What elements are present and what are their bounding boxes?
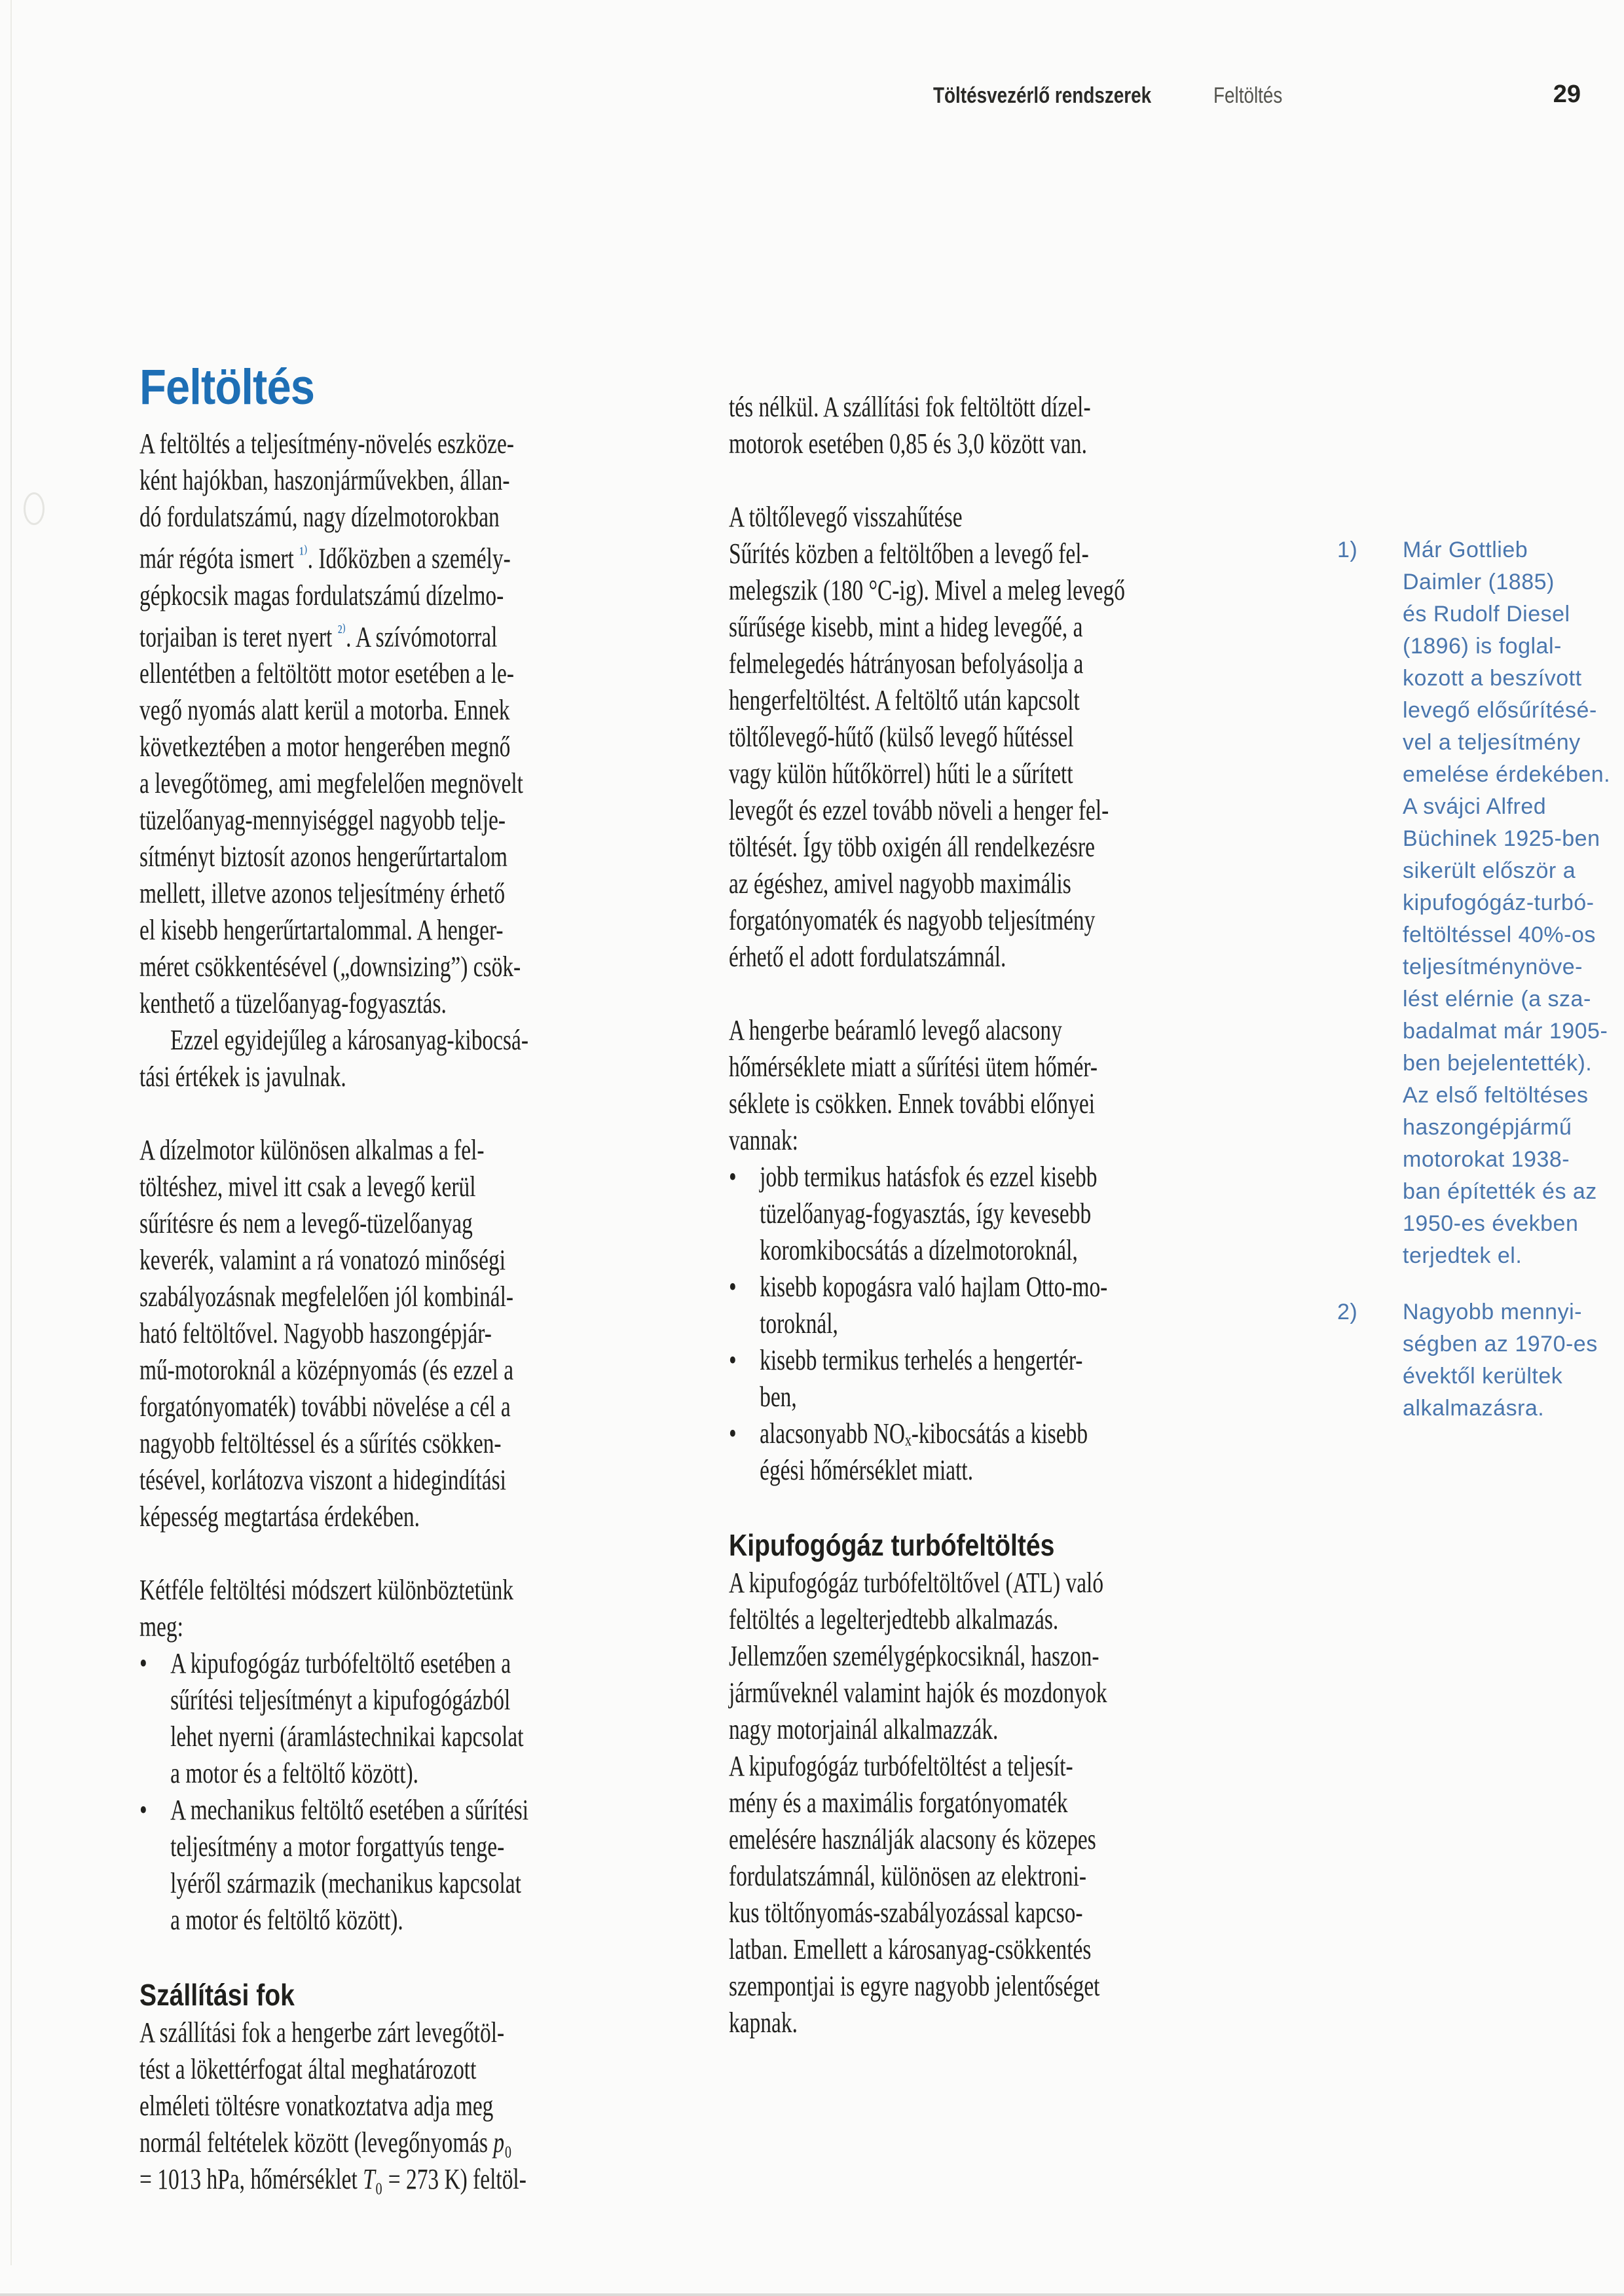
footnote-number: 1) <box>1337 538 1358 562</box>
text-line: szabályozásnak megfelelően jól kombinál- <box>139 1281 514 1313</box>
paragraph-gap <box>729 462 1203 499</box>
text-line: kenthető a tüzelőanyag-fogyasztás. <box>139 987 447 1020</box>
section-heading: Szállítási fok <box>139 1978 295 2013</box>
text-line: • A kipufogógáz turbófeltöltő esetében a <box>139 1645 500 1682</box>
text-line: kus töltőnyomás-szabályozással kapcso- <box>729 1897 1083 1929</box>
text-line: lyéről származik (mechanikus kapcsolat <box>170 1867 521 1900</box>
text-line: következtében a motor hengerében megnő <box>139 731 511 763</box>
text-line: felmelegedés hátrányosan befolyásolja a <box>729 647 1084 680</box>
scan-bottom-edge <box>0 2293 1624 2296</box>
text-line: kapnak. <box>729 2007 798 2039</box>
text-line: A feltöltés a teljesítmény-növelés eszköze- <box>139 428 514 460</box>
text-line: levegőt és ezzel tovább növeli a henger fel- <box>729 794 1109 826</box>
text-line: torjaiban is teret nyert $^{^{2)}}$. A szívómotorral <box>139 621 498 653</box>
text-line: az égéshez, amivel nagyobb maximális <box>729 867 1071 900</box>
text-line: Ezzel egyidejűleg a károsanyag-kibocsá- <box>170 1024 528 1057</box>
text-line: toroknál, <box>760 1307 838 1339</box>
column-left <box>139 426 614 2198</box>
text-line: • jobb termikus hatásfok és ezzel kisebb <box>729 1159 1089 1195</box>
text-line: vegő nyomás alatt kerül a motorba. Ennek <box>139 694 510 727</box>
footnote-reference: ²⁾ <box>337 621 346 643</box>
footnote-line: kipufogógáz-turbó- <box>1403 890 1595 915</box>
footnote-line: badalmat már 1905- <box>1403 1019 1608 1044</box>
text-line: Jellemzően személygépkocsiknál, haszon- <box>729 1640 1099 1672</box>
footnote-line: feltöltéssel 40%-os <box>1403 922 1596 947</box>
scan-smudge-artifact <box>24 492 45 525</box>
footnote-line: Már Gottlieb <box>1403 538 1528 562</box>
text-line: nagyobb feltöltéssel és a sűrítés csökken- <box>139 1427 502 1460</box>
footnote-1 <box>1337 534 1619 1272</box>
text-line: a motor és feltöltő között). <box>170 1904 403 1937</box>
footnote-line: Nagyobb mennyi- <box>1403 1300 1582 1324</box>
footnote-line: ségben az 1970-es <box>1403 1332 1598 1357</box>
text-line: mény és a maximális forgatónyomaték <box>729 1787 1068 1819</box>
text-line: mellett, illetve azonos teljesítmény érhető <box>139 877 506 910</box>
text-line: égési hőmérséklet miatt. <box>760 1454 974 1486</box>
bullet-marker: • <box>729 1344 737 1376</box>
footnote-line: terjedtek el. <box>1403 1243 1522 1268</box>
footnote-line: alkalmazásra. <box>1403 1396 1545 1421</box>
text-line: töltéshez, mivel itt csak a levegő kerül <box>139 1171 476 1203</box>
text-line: a motor és a feltöltő között). <box>170 1757 419 1790</box>
text-line: töltését. Így több oxigén áll rendelkezésre <box>729 831 1096 863</box>
footnote-line: ban építették és az <box>1403 1179 1597 1204</box>
scan-edge-artifact <box>10 0 12 2265</box>
bullet-marker: • <box>139 1647 147 1680</box>
footnote-line: kozott a beszívott <box>1403 666 1582 691</box>
text-line: latban. Emellett a károsanyag-csökkentés <box>729 1933 1092 1965</box>
text-line: tés nélkül. A szállítási fok feltöltött dízel- <box>729 391 1091 423</box>
text-line: szempontjai is egyre nagyobb jelentőséget <box>729 1970 1100 2002</box>
text-line: forgatónyomaték) további növelése a cél a <box>139 1391 511 1423</box>
text-line: • A mechanikus feltöltő esetében a sűrítési <box>139 1792 500 1829</box>
footnote-line: lést elérnie (a sza- <box>1403 987 1591 1011</box>
paragraph-gap <box>139 1535 614 1572</box>
text-line: tésével, korlátozva viszont a hidegindítási <box>139 1464 506 1497</box>
text-line: A kipufogógáz turbófeltöltővel (ATL) való <box>729 1567 1104 1599</box>
text-line: sűrítésre és nem a levegő-tüzelőanyag <box>139 1207 473 1240</box>
footnote-line: (1896) is foglal- <box>1403 634 1562 659</box>
section-heading: Kipufogógáz turbófeltöltés <box>729 1528 1055 1562</box>
text-line: teljesítmény a motor forgattyús tenge- <box>170 1831 505 1863</box>
text-line: vagy külön hűtőkörrel) hűti le a sűrített <box>729 757 1073 790</box>
text-line: töltőlevegő-hűtő (külső levegő hűtéssel <box>729 721 1074 753</box>
footnote-line: Daimler (1885) <box>1403 570 1555 594</box>
text-line: feltöltés a legelterjedtebb alkalmazás. <box>729 1603 1059 1635</box>
text-line: emelésére használják alacsony és közepes <box>729 1823 1096 1855</box>
header-chapter-title: Feltöltés <box>1213 83 1283 108</box>
text-line: meg: <box>139 1611 183 1643</box>
text-line: hengerfeltöltést. A feltöltő után kapcsolt <box>729 684 1080 716</box>
text-line: elméleti töltésre vonatkoztatva adja meg <box>139 2090 494 2123</box>
footnote-line: A svájci Alfred <box>1403 794 1547 819</box>
article-title: Feltöltés <box>139 359 315 415</box>
text-line: ben, <box>760 1381 797 1413</box>
footnote-line: vel a teljesítmény <box>1403 730 1581 755</box>
text-line: sűrítési teljesítményt a kipufogógázból <box>170 1684 511 1717</box>
bullet-marker: • <box>139 1794 147 1827</box>
text-line: gépkocsik magas fordulatszámú dízelmo- <box>139 579 504 611</box>
footnote-reference: ¹⁾ <box>299 543 308 564</box>
text-line: mű-motoroknál a középnyomás (és ezzel a <box>139 1354 514 1387</box>
text-line: el kisebb hengerűrtartalommal. A henger- <box>139 914 504 947</box>
footnote-line: haszongépjármű <box>1403 1115 1572 1140</box>
text-line: koromkibocsátás a dízelmotoroknál, <box>760 1234 1078 1266</box>
footnote-line: évektől kerültek <box>1403 1364 1563 1389</box>
text-line: tést a lökettérfogat által meghatározott <box>139 2053 477 2086</box>
paragraph-gap <box>729 1489 1203 1525</box>
text-line: sűrűsége kisebb, mint a hideg levegőé, a <box>729 611 1083 643</box>
text-line: séklete is csökken. Ennek további előnyei <box>729 1087 1096 1120</box>
text-line: vannak: <box>729 1124 798 1156</box>
text-line: = 1013 hPa, hőmérséklet T₀ = 273 K) feltöl- <box>139 2163 526 2196</box>
text-line: fordulatszámnál, különösen az elektroni- <box>729 1860 1087 1892</box>
text-line: A szállítási fok a hengerbe zárt levegőtöl- <box>139 2016 505 2049</box>
text-line: Sűrítés közben a feltöltőben a levegő fel- <box>729 538 1089 570</box>
footnote-line: és Rudolf Diesel <box>1403 602 1570 627</box>
page-number: 29 <box>1553 81 1581 108</box>
text-line: már régóta ismert $^{^{1)}}$. Időközben a személy- <box>139 542 511 575</box>
text-line: tüzelőanyag-fogyasztás, így kevesebb <box>760 1197 1092 1230</box>
footnote-2 <box>1337 1296 1619 1425</box>
text-line: normál feltételek között (levegőnyomás p₀ <box>139 2126 512 2159</box>
text-line: melegszik (180 °C-ig). Mivel a meleg levegő <box>729 574 1125 606</box>
text-line: méret csökkentésével („downsizing”) csök- <box>139 951 521 983</box>
text-line: • kisebb termikus terhelés a hengertér- <box>729 1342 1089 1379</box>
text-line: A kipufogógáz turbófeltöltést a teljesít- <box>729 1750 1073 1782</box>
footnote-line: emelése érdekében. <box>1403 762 1611 787</box>
footnote-line: Büchinek 1925-ben <box>1403 826 1600 851</box>
footnote-text <box>1403 1296 1619 1425</box>
footnote-line: teljesítménynöve- <box>1403 955 1583 979</box>
bullet-marker: • <box>729 1271 737 1303</box>
bullet-marker: • <box>729 1161 737 1193</box>
text-line: forgatónyomaték és nagyobb teljesítmény <box>729 904 1096 936</box>
footnote-line: 1950-es években <box>1403 1211 1579 1236</box>
text-line: Kétféle feltöltési módszert különböztetünk <box>139 1574 514 1607</box>
paragraph-gap <box>729 975 1203 1012</box>
text-line: ható feltöltővel. Nagyobb haszongépjár- <box>139 1317 492 1350</box>
text-line: lehet nyerni (áramlástechnikai kapcsolat <box>170 1721 524 1753</box>
text-line: sítményt biztosít azonos hengerűrtartalom <box>139 841 507 873</box>
text-line: • alacsonyabb NOₓ-kibocsátás a kisebb <box>729 1415 1089 1452</box>
column-middle <box>729 389 1203 2041</box>
text-line: dó fordulatszámú, nagy dízelmotorokban <box>139 501 500 533</box>
text-line: motorok esetében 0,85 és 3,0 között van. <box>729 428 1087 460</box>
text-line: képesség megtartása érdekében. <box>139 1501 420 1533</box>
text-line: a levegőtömeg, ami megfelelően megnövelt <box>139 767 523 800</box>
text-line: tási értékek is javulnak. <box>139 1061 346 1093</box>
paragraph-gap <box>139 1095 614 1132</box>
section-heading: A töltőlevegő visszahűtése <box>729 501 963 533</box>
footnote-line: motorokat 1938- <box>1403 1147 1570 1172</box>
header-section-title: Töltésvezérlő rendszerek <box>933 83 1152 108</box>
paragraph-gap <box>139 1939 614 1975</box>
footnote-line: levegő elősűrítésé- <box>1403 698 1597 723</box>
text-line: • kisebb kopogásra való hajlam Otto-mo- <box>729 1269 1089 1305</box>
footnote-line: Az első feltöltéses <box>1403 1083 1589 1108</box>
footnote-line: sikerült először a <box>1403 858 1576 883</box>
text-line: A hengerbe beáramló levegő alacsony <box>729 1014 1062 1046</box>
text-line: keverék, valamint a rá vonatozó minőségi <box>139 1244 506 1277</box>
footnote-text <box>1403 534 1619 1272</box>
text-line: érhető el adott fordulatszámnál. <box>729 941 1006 973</box>
text-line: nagy motorjainál alkalmazzák. <box>729 1713 999 1745</box>
footnote-line: ben bejelentették). <box>1403 1051 1593 1076</box>
text-line: A dízelmotor különösen alkalmas a fel- <box>139 1134 485 1167</box>
text-line: ellentétben a feltöltött motor esetében a le- <box>139 657 514 690</box>
text-line: tüzelőanyag-mennyiséggel nagyobb telje- <box>139 804 506 837</box>
text-line: járműveknél valamint hajók és mozdonyok <box>729 1677 1107 1709</box>
text-line: ként hajókban, haszonjárművekben, állan- <box>139 464 510 496</box>
text-line: hőmérséklete miatt a sűrítési ütem hőmér- <box>729 1051 1098 1083</box>
bullet-marker: • <box>729 1417 737 1449</box>
footnote-number: 2) <box>1337 1300 1358 1324</box>
